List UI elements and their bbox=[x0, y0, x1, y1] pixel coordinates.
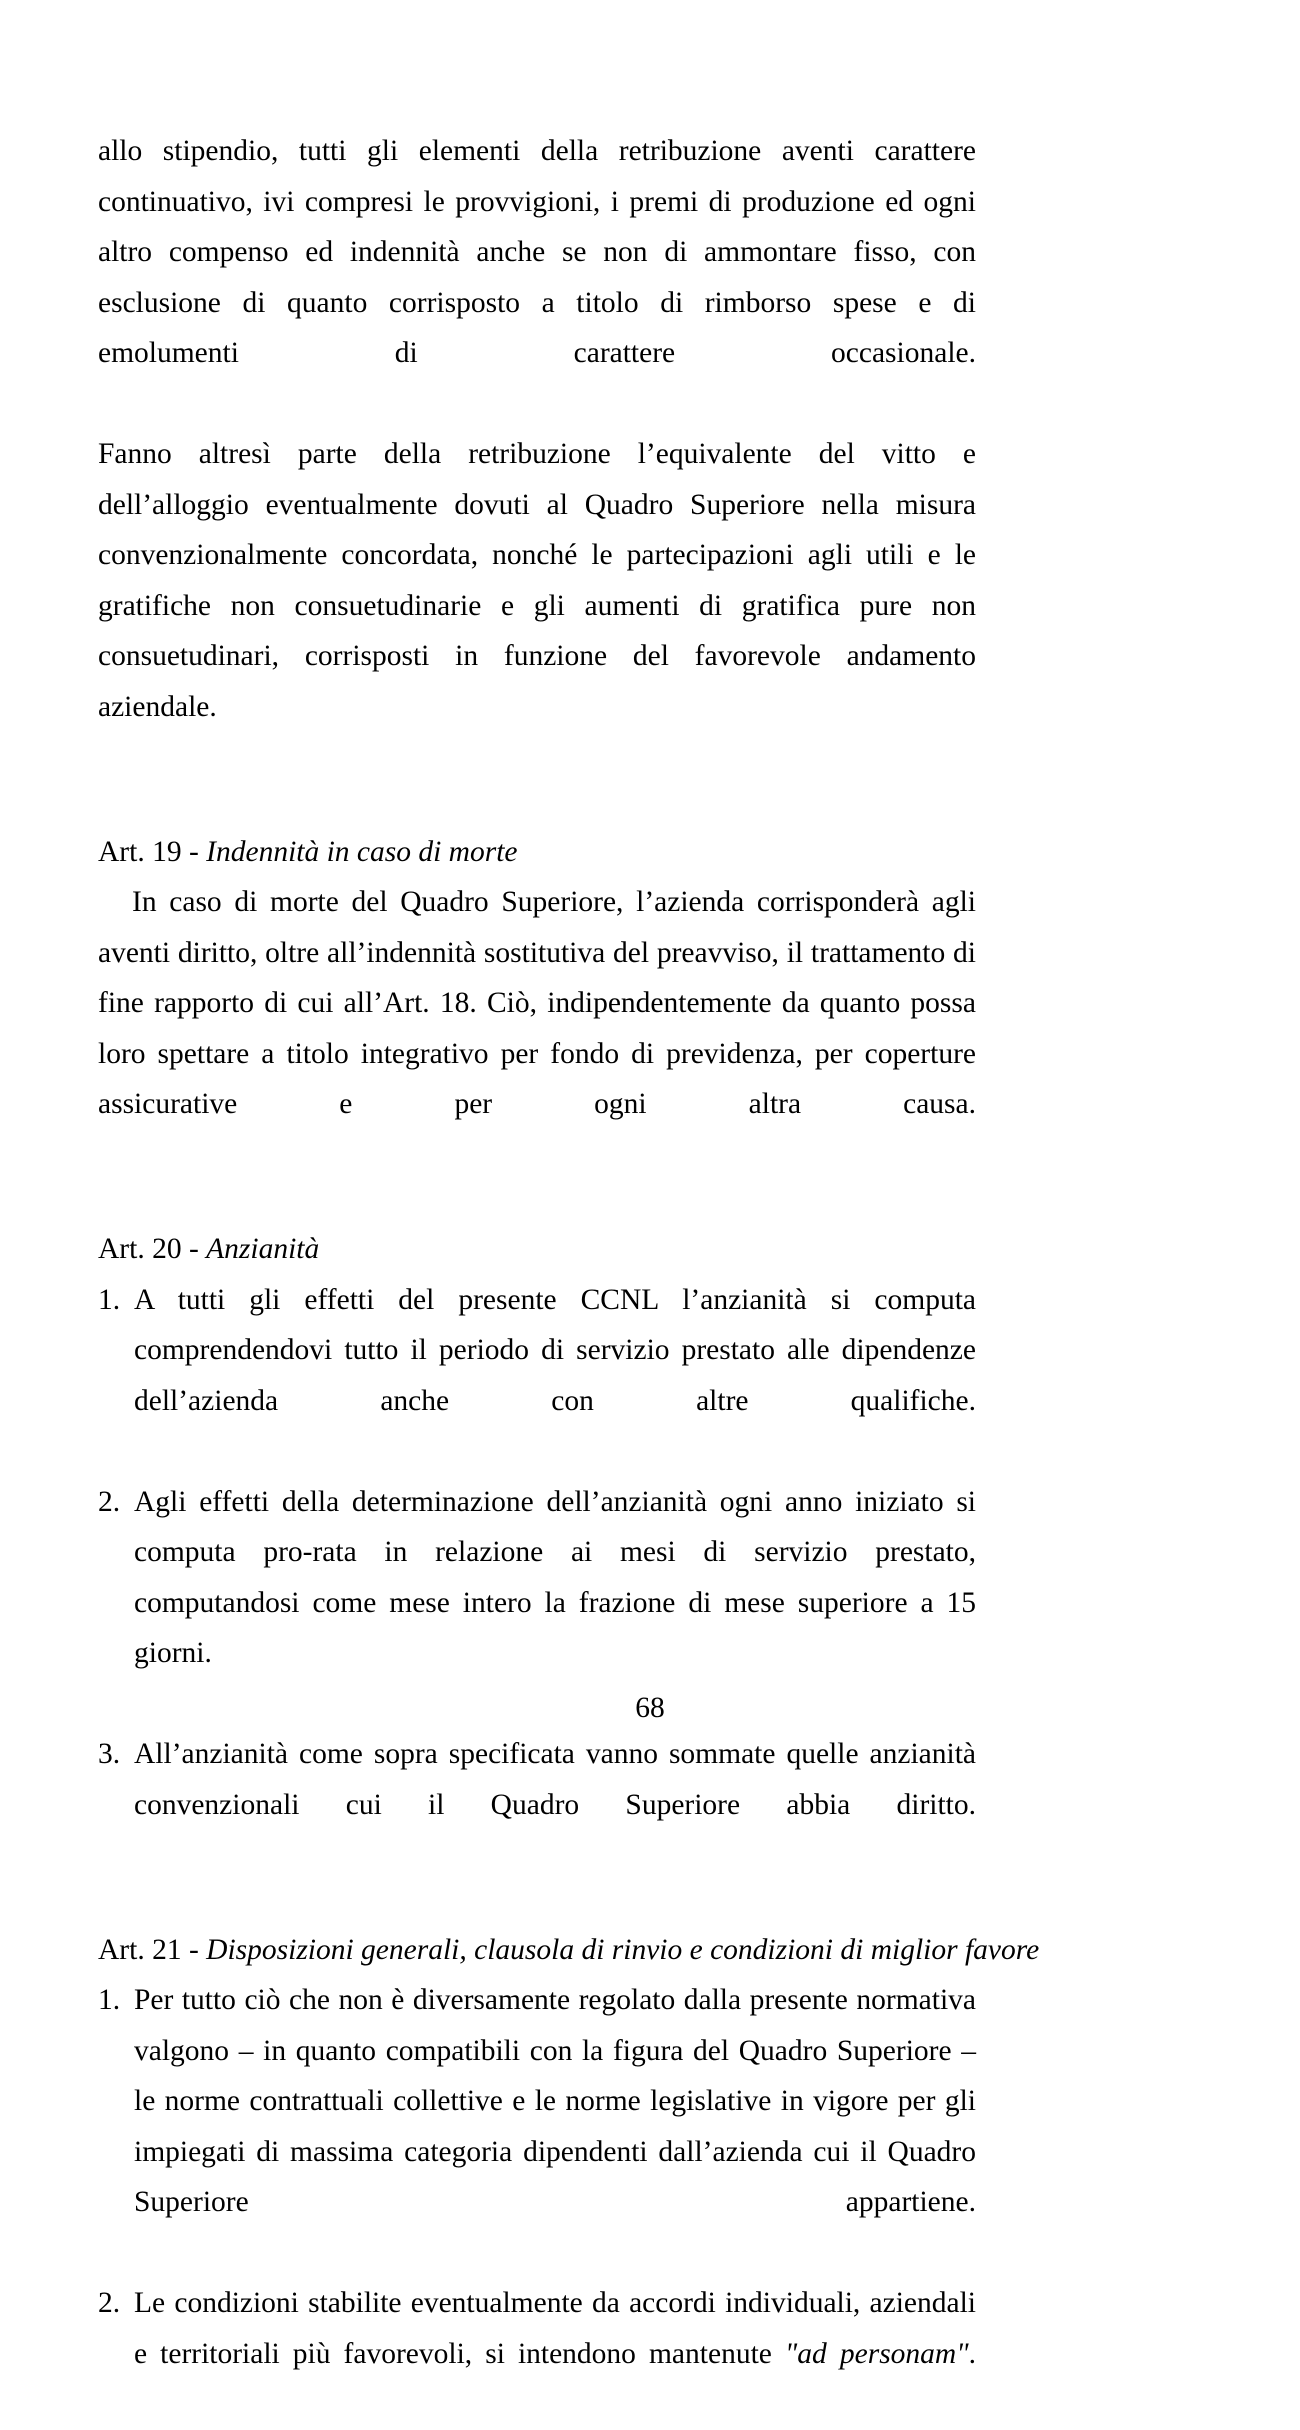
art-19-paragraph-1: In caso di morte del Quadro Superiore, l’azienda corrisponderà agli aventi diritto, oltre all’indennità sostitutiva del preavviso, il trattamento di fine rapporto di cui all’Art. 18. Ciò, indipendentemente da quanto possa loro spettare a titolo integrativo per fondo di previdenza, per coperture assicurative e per ogni altra causa. bbox=[98, 886, 976, 1120]
page-content bbox=[98, 126, 1040, 2430]
list-item-text: Per tutto ciò che non è diversamente regolato dalla presente normativa valgono – in quanto compatibili con la figura del Quadro Superiore – le norme contrattuali collettive e le norme legislative in vigore per gli impiegati di massima categoria dipendenti dall’azienda cui il Quadro Superiore appartiene. bbox=[134, 1984, 976, 2218]
list-item bbox=[98, 2278, 976, 2430]
list-item-marker: 2. bbox=[98, 1485, 121, 1518]
art-21-numbered-list bbox=[98, 1975, 976, 2430]
section-spacer bbox=[98, 1180, 976, 1224]
paragraph-retribuzione-vitto-alloggio: Fanno altresì parte della retribuzione l’equivalente del vitto e dell’alloggio eventualmente dovuti al Quadro Superiore nella misura convenzionalmente concordata, nonché le partecipazioni agli utili e le gratifiche non consuetudinarie e gli aumenti di gratifica pure non consuetudinari, corrisposti in funzione del favorevole andamento aziendale. bbox=[98, 438, 976, 723]
list-item-marker: 1. bbox=[98, 1984, 121, 2016]
art-21-title: Disposizioni generali, clausola di rinvio e condizioni di miglior favore bbox=[206, 1933, 1040, 1966]
list-item bbox=[98, 1975, 976, 2278]
list-item-text bbox=[134, 2287, 976, 2420]
art-19-label: Art. 19 - bbox=[98, 835, 207, 868]
art-20-label: Art. 20 - bbox=[98, 1233, 207, 1265]
list-item-text: Agli effetti della determinazione dell’anzianità ogni anno iniziato si computa pro-rata in relazione ai mesi di servizio prestato, computandosi come mese intero la frazione di mese superiore a 15 giorni. bbox=[134, 1485, 976, 1669]
art-20-title: Anzianità bbox=[206, 1233, 320, 1265]
art-19-title: Indennità in caso di morte bbox=[206, 835, 518, 868]
section-spacer bbox=[98, 1881, 976, 1925]
list-item-text: A tutti gli effetti del presente CCNL l’anzianità si computa comprendendovi tutto il periodo di servizio prestato alle dipendenze dell’azienda anche con altre qualifiche. bbox=[134, 1283, 976, 1417]
page-number: 68 bbox=[635, 1692, 665, 1724]
list-item bbox=[98, 1275, 976, 1477]
art-20-numbered-list bbox=[98, 1275, 976, 1881]
list-item-text-after-quote: . bbox=[968, 2337, 976, 2370]
list-item-text-before-quote: Le condizioni stabilite eventualmente da accordi individuali, aziendali e territoriali più favorevoli, si intendono mantenute bbox=[134, 2287, 976, 2370]
heading-art-21 bbox=[98, 1925, 1040, 1976]
heading-art-20 bbox=[98, 1224, 976, 1275]
list-item-marker: 2. bbox=[98, 2287, 121, 2319]
art-21-label: Art. 21 - bbox=[98, 1933, 207, 1966]
list-item bbox=[98, 1729, 976, 1881]
list-item-text: All’anzianità come sopra specificata vanno sommate quelle anzianità convenzionali cui il Quadro Superiore abbia diritto. bbox=[134, 1738, 976, 1821]
list-item-marker: 3. bbox=[98, 1738, 121, 1770]
heading-art-19 bbox=[98, 827, 976, 878]
list-item-marker: 1. bbox=[98, 1283, 121, 1316]
section-spacer bbox=[98, 783, 976, 827]
paragraph-continuation: allo stipendio, tutti gli elementi della retribuzione aventi carattere continuativo, ivi compresi le provvigioni, i premi di produzione ed ogni altro compenso ed indennità anche se non di ammontare fisso, con esclusione di quanto corrisposto a titolo di rimborso spese e di emolumenti di carattere occasionale. bbox=[98, 135, 976, 369]
quoted-phrase-ad-personam: "ad personam" bbox=[784, 2337, 969, 2370]
